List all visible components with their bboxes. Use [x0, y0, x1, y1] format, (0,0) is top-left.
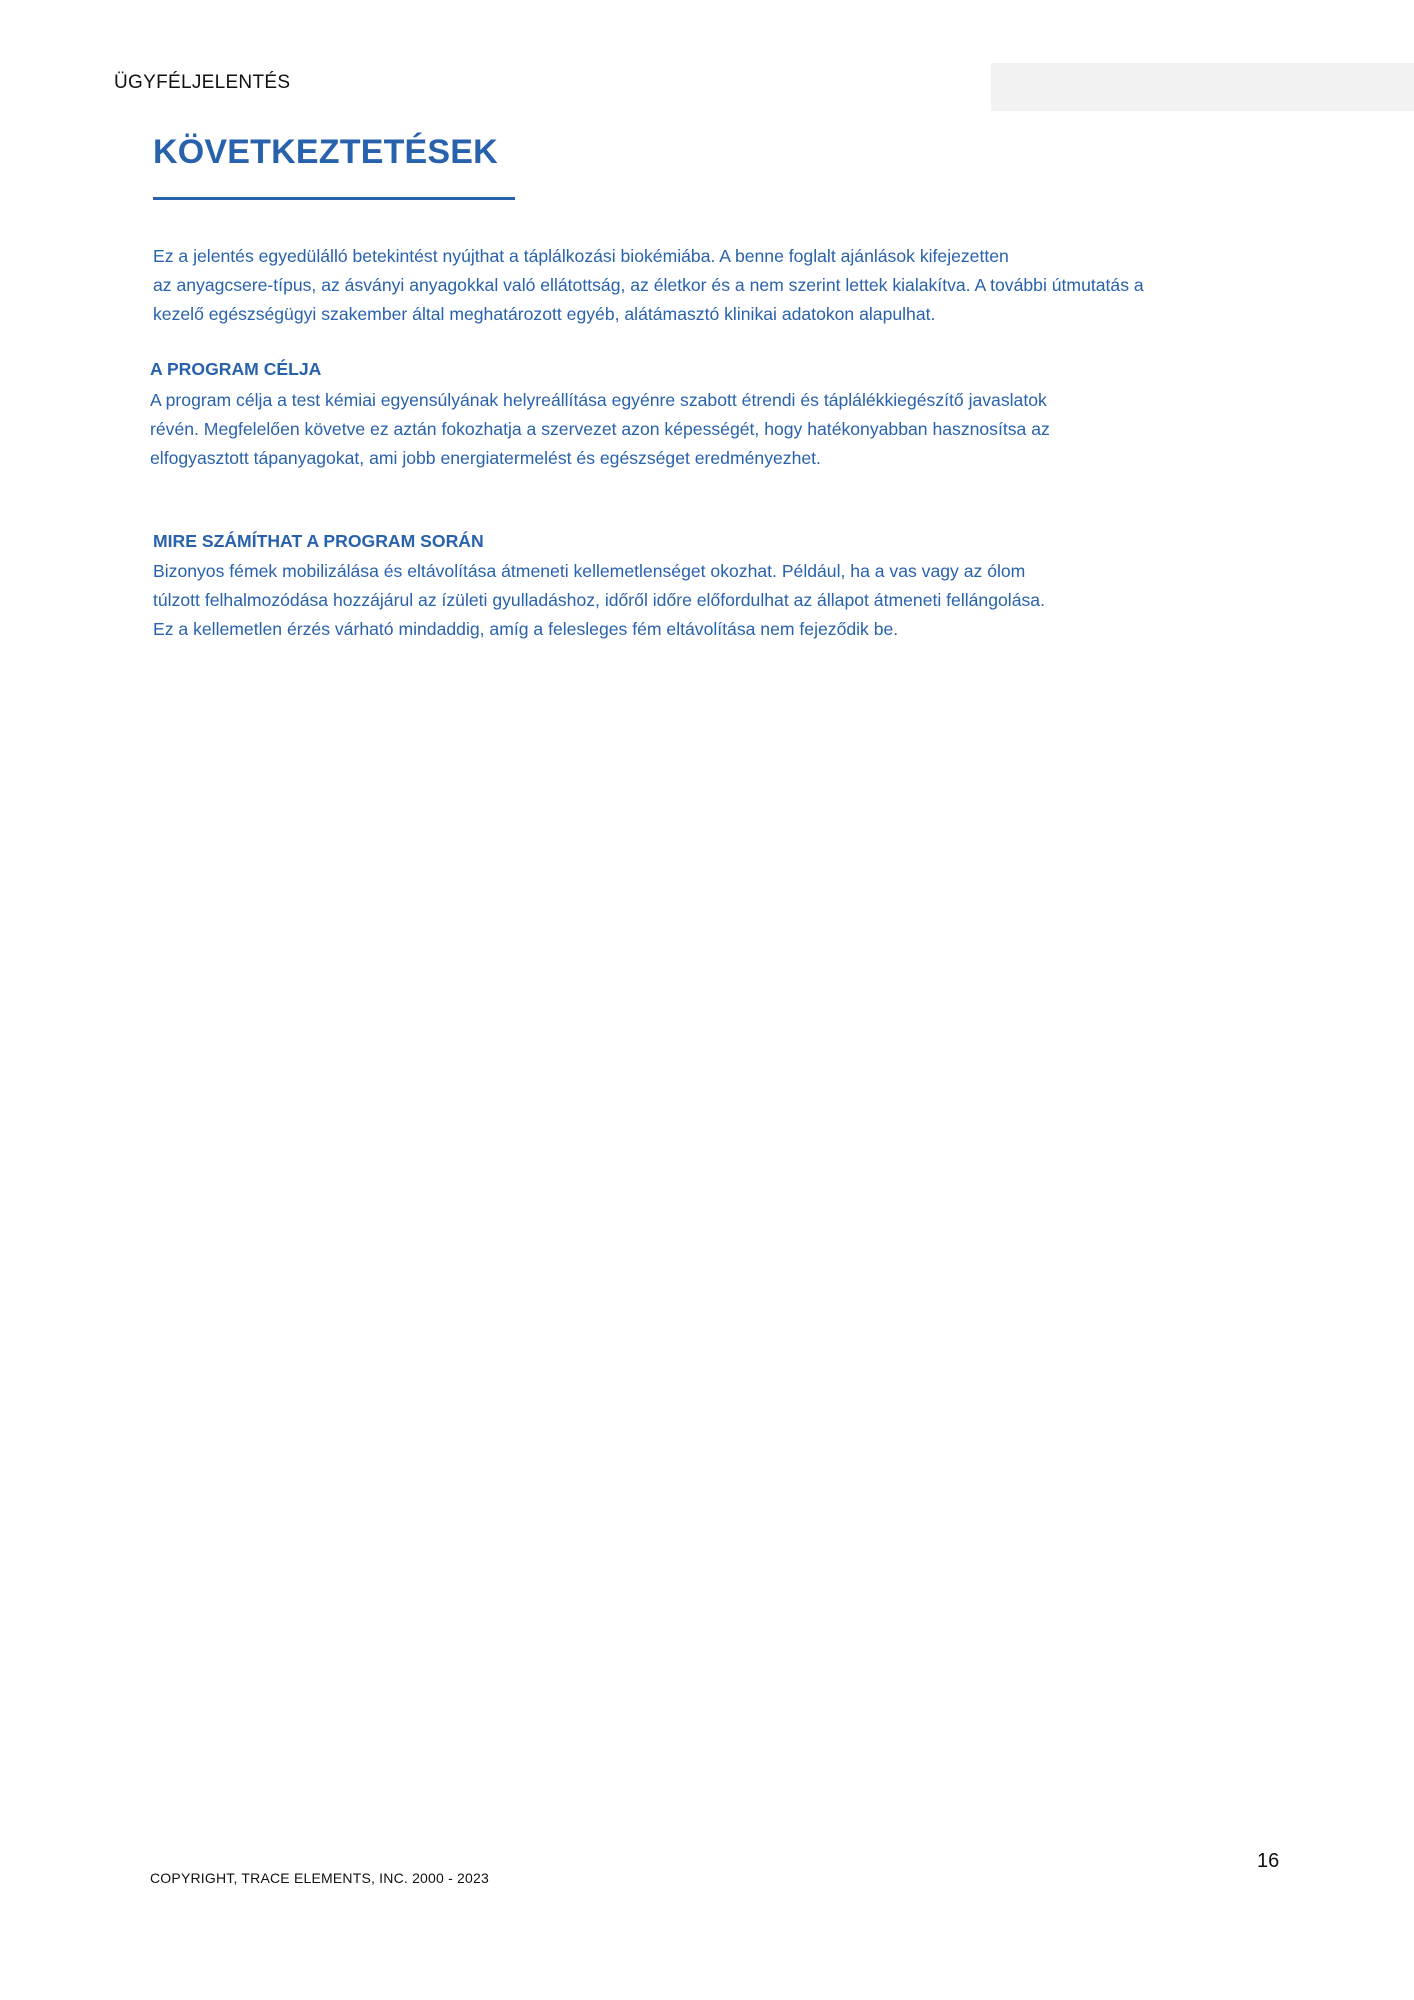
section-text-what-to-expect	[153, 557, 1273, 644]
section-heading-what-to-expect: MIRE SZÁMÍTHAT A PROGRAM SORÁN	[153, 531, 484, 551]
report-header-label: ÜGYFÉLJELENTÉS	[114, 72, 291, 93]
intro-line: az anyagcsere-típus, az ásványi anyagokkal való ellátottság, az életkor és a nem szerint lettek kialakítva. A további útmutatás a	[153, 275, 1144, 295]
intro-paragraph	[153, 242, 1273, 329]
section-line: A program célja a test kémiai egyensúlyának helyreállítása egyénre szabott étrendi és táplálékkiegészítő javaslatok	[150, 390, 1047, 410]
section-line: túlzott felhalmozódása hozzájárul az ízületi gyulladáshoz, időről időre előfordulhat az állapot átmeneti fellángolása.	[153, 590, 1045, 610]
title-underline	[153, 197, 515, 200]
intro-line: Ez a jelentés egyedülálló betekintést nyújthat a táplálkozási biokémiába. A benne foglalt ajánlások kifejezetten	[153, 246, 1009, 266]
section-line: Bizonyos fémek mobilizálása és eltávolítása átmeneti kellemetlenséget okozhat. Például, ha a vas vagy az ólom	[153, 561, 1026, 581]
copyright-notice: COPYRIGHT, TRACE ELEMENTS, INC. 2000 - 2023	[150, 1870, 490, 1886]
header-shaded-box	[991, 63, 1414, 111]
section-line: elfogyasztott tápanyagokat, ami jobb energiatermelést és egészséget eredményezhet.	[150, 448, 821, 468]
page-number: 16	[1257, 1850, 1280, 1872]
section-line: Ez a kellemetlen érzés várható mindaddig, amíg a felesleges fém eltávolítása nem fejeződik be.	[153, 619, 899, 639]
section-text-program-goal	[150, 386, 1270, 473]
page-title: KÖVETKEZTETÉSEK	[153, 133, 498, 171]
intro-line: kezelő egészségügyi szakember által meghatározott egyéb, alátámasztó klinikai adatokon alapulhat.	[153, 304, 936, 324]
section-line: révén. Megfelelően követve ez aztán fokozhatja a szervezet azon képességét, hogy hatékonyabban hasznosítsa az	[150, 419, 1050, 439]
section-heading-program-goal: A PROGRAM CÉLJA	[150, 359, 322, 379]
